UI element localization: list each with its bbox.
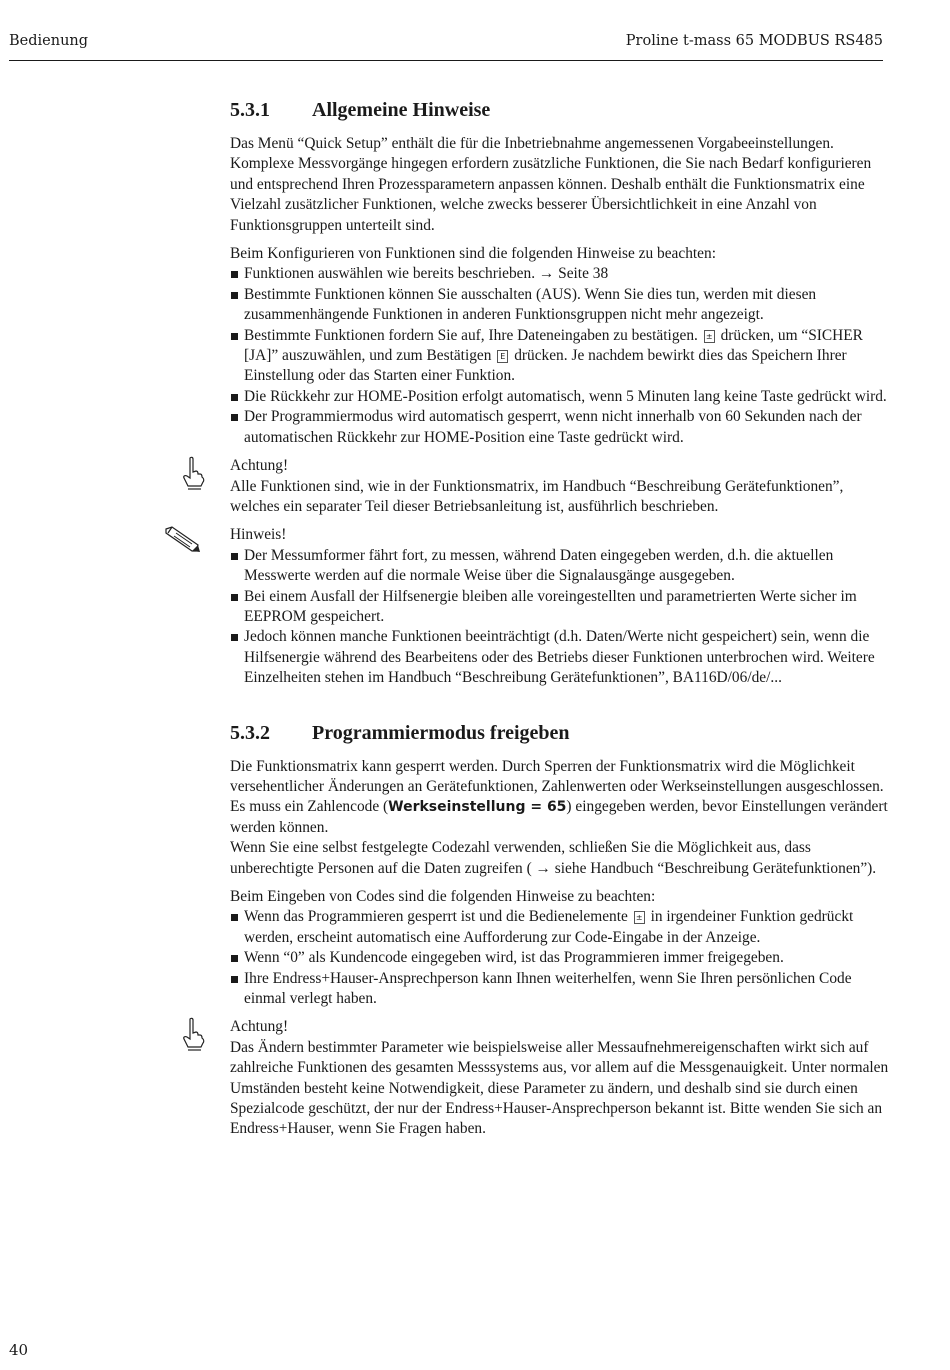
intro-text: ) eingegeben werden, bevor Einstellungen verändert werden können. — [230, 798, 888, 836]
list-item-text: drücken, um “SICHER [JA]” auszuwählen, und zum Bestätigen — [244, 326, 863, 365]
pointing-hand-icon — [180, 1017, 206, 1051]
header-chapter: Bedienung — [9, 33, 89, 49]
enter-key-icon: E — [497, 350, 508, 363]
section-number: 5.3.1 — [230, 99, 270, 121]
list-item-text: in irgendeiner Funktion gedrückt werden, erscheint automatisch eine Aufforderung zur Code-Eingabe in der Anzeige. — [244, 908, 854, 946]
section-heading-532 — [230, 719, 890, 747]
intro-paragraph: Das Menü “Quick Setup” enthält die für die Inbetriebnahme angemessenen Vorgabeeinstellungen. Komplexe Messvorgänge hingegen erfordern zusätzliche Funktionen, die Sie nach Bedarf konfigurieren und entsprechend Ihren Prozessparametern anpassen können. Deshalb enthält die Funktionsmatrix eine Vielzahl zusätzlicher Funktionen, welche zwecks besserer Übersichtlichkeit in eine Anzahl von Funktionsgruppen unterteilt sind. — [230, 135, 872, 234]
page-content — [230, 96, 890, 1140]
caution-title: Achtung! — [230, 457, 289, 475]
section-number: 5.3.2 — [230, 721, 270, 744]
list-item: Ihre Endress+Hauser-Ansprechperson kann Ihnen weiterhelfen, wenn Sie Ihren persönlichen Code einmal verlegt haben. — [230, 969, 890, 1010]
list-item: Wenn “0” als Kundencode eingegeben wird, ist das Programmieren immer freigegeben. — [230, 948, 890, 968]
note-title: Hinweis! — [230, 526, 287, 544]
list-item: Bei einem Ausfall der Hilfsenergie bleiben alle voreingestellten und parametrierten Werte sicher im EEPROM gespeichert. — [230, 587, 890, 628]
pointing-hand-icon — [180, 456, 206, 490]
list-item-text: Wenn das Programmieren gesperrt ist und die Bedienelemente — [244, 908, 628, 926]
note-list — [230, 546, 890, 689]
page-header — [9, 33, 883, 61]
list-item: Bestimmte Funktionen können Sie ausschalten (AUS). Wenn Sie dies tun, werden mit diesen zusammenhängende Funktionen in anderen Funktionsgruppen nicht mehr angezeigt. — [230, 285, 890, 326]
hints-intro: Beim Konfigurieren von Funktionen sind die folgenden Hinweise zu beachten: — [230, 245, 716, 263]
caution-text: Alle Funktionen sind, wie in der Funktionsmatrix, im Handbuch “Beschreibung Gerätefunktionen”, welches ein separater Teil dieser Betriebsanleitung ist, ausführlich beschrieben. — [230, 477, 844, 515]
intro-paragraph-2: Wenn Sie eine selbst festgelegte Codezahl verwenden, schließen Sie die Möglichkeit aus, dass unberechtigte Personen auf die Daten zugreifen ( → siehe Handbuch “Beschreibung Gerätefunktionen”). — [230, 839, 877, 877]
section-heading-531 — [230, 96, 890, 124]
plus-minus-key-icon: ± — [704, 330, 715, 343]
list-item: Die Rückkehr zur HOME-Position erfolgt automatisch, wenn 5 Minuten lang keine Taste gedrückt wird. — [230, 387, 890, 407]
list-item-text: drücken. Je nachdem bewirkt dies das Speichern Ihrer Einstellung oder das Starten einer Funktion. — [244, 347, 847, 385]
page-number: 40 — [9, 1341, 29, 1359]
factory-setting: Werkseinstellung = 65 — [388, 799, 567, 816]
list-item-text: Bestimmte Funktionen fordern Sie auf, Ihre Dateneingaben zu bestätigen. — [244, 326, 698, 344]
hints-list — [230, 264, 890, 448]
caution-text: Das Ändern bestimmter Parameter wie beispielsweise aller Messaufnehmereigenschaften wirkt sich auf zahlreiche Funktionen des gesamten Messsystems aus, vor allem auf die Messgenauigkeit. Unter normalen Umständen besteht keine Notwendigkeit, diese Parameter zu ändern, und deshalb sind sie durch einen Spezialcode geschützt, der nur der Endress+Hauser-Ansprechperson bekannt ist. Bitte wenden Sie sich an Endress+Hauser, wenn Sie Fragen haben. — [230, 1038, 889, 1138]
list-item: Jedoch können manche Funktionen beeinträchtigt (d.h. Daten/Werte nicht gespeichert) sein, wenn die Hilfsenergie während des Bearbeitens oder des Betriebs dieser Funktionen unterbrochen wird. Weitere Einzelheiten stehen im Handbuch “Beschreibung Gerätefunktionen”, BA116D/06/de/... — [230, 627, 890, 688]
caution-title: Achtung! — [230, 1018, 289, 1036]
section-title: Programmiermodus freigeben — [312, 721, 570, 744]
pencil-icon — [162, 525, 202, 553]
list-item — [230, 326, 890, 387]
intro-paragraph — [230, 757, 890, 839]
intro-text: Die Funktionsmatrix kann gesperrt werden. Durch Sperren der Funktionsmatrix wird die Möglichkeit versehentlicher Änderungen an Gerätefunktionen, Zahlenwerten oder Werkseinstellungen ausgeschlossen. Es muss ein Zahlencode ( — [230, 757, 884, 816]
section-title: Allgemeine Hinweise — [312, 99, 491, 121]
caution-block — [230, 1017, 890, 1139]
caution-block — [230, 456, 890, 517]
header-product: Proline t-mass 65 MODBUS RS485 — [625, 33, 883, 49]
plus-minus-key-icon: ± — [634, 911, 645, 924]
note-block — [230, 525, 890, 688]
list-item: Der Messumformer fährt fort, zu messen, während Daten eingegeben werden, d.h. die aktuellen Messwerte werden auf die normale Weise über die Signalausgänge ausgegeben. — [230, 546, 890, 587]
hints-list — [230, 907, 890, 1009]
list-item — [230, 907, 890, 948]
hints-intro: Beim Eingeben von Codes sind die folgenden Hinweise zu beachten: — [230, 888, 656, 905]
list-item: Der Programmiermodus wird automatisch gesperrt, wenn nicht innerhalb von 60 Sekunden nach der automatischen Rückkehr zur HOME-Position eine Taste gedrückt wird. — [230, 407, 890, 448]
list-item: Funktionen auswählen wie bereits beschrieben. → Seite 38 — [230, 264, 890, 284]
